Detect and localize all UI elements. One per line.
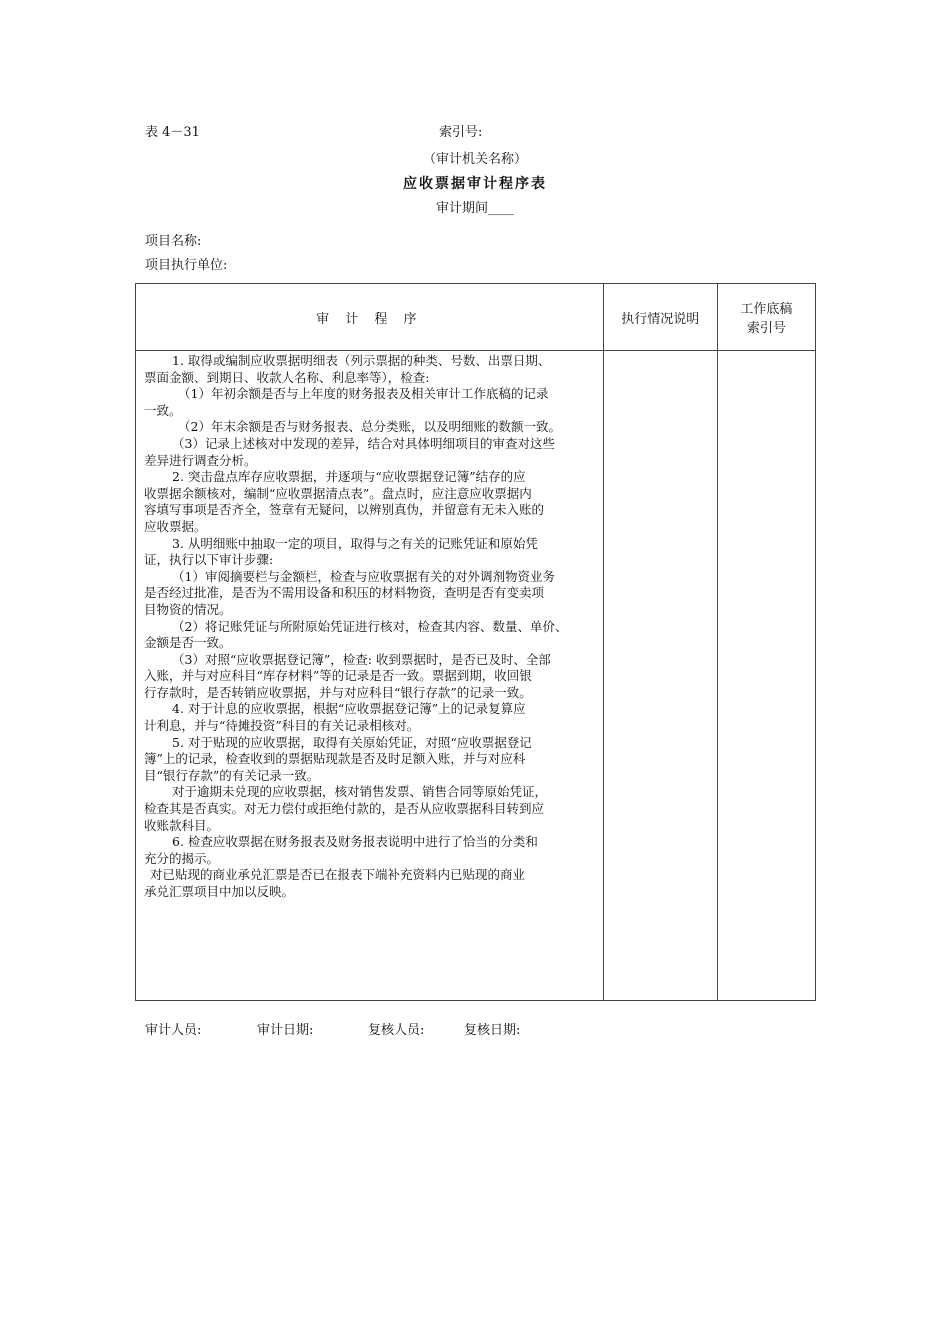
table-number: 表 4－31: [145, 125, 200, 140]
header-procedure: 审 计 程 序: [136, 284, 604, 351]
procedure-line: 证，执行以下审计步骤:: [144, 552, 274, 568]
procedure-line: 3. 从明细账中抽取一定的项目，取得与之有关的记账凭证和原始凭: [172, 535, 538, 551]
procedure-line: 4. 对于计息的应收票据，根据“应收票据登记簿”上的记录复算应: [172, 701, 526, 717]
procedure-line: 1. 取得或编制应收票据明细表（列示票据的种类、号数、出票日期、: [172, 353, 551, 368]
procedure-line: 收票据余额核对，编制“应收票据清点表”。盘点时，应注意应收票据内: [144, 485, 532, 501]
procedure-line: 收账款科目。: [144, 817, 220, 833]
audit-period: 审计期间____: [435, 201, 514, 216]
procedure-line: 承兑汇票项目中加以反映。: [144, 884, 295, 899]
procedure-line: 2. 突击盘点库存应收票据，并逐项与“应收票据登记簿”结存的应: [172, 469, 526, 485]
table-header-row: [136, 284, 816, 351]
procedure-line: （2）将记账凭证与所附原始凭证进行核对，检查其内容、数量、单价、: [172, 618, 568, 634]
procedure-line: 行存款时，是否转销应收票据，并与对应科目“银行存款”的记录一致。: [144, 684, 532, 700]
procedure-line: 目物资的情况。: [144, 601, 232, 617]
audit-date-label: 审计日期:: [257, 1023, 314, 1038]
project-name-label: 项目名称:: [145, 234, 202, 249]
index-number-label: 索引号:: [439, 125, 483, 140]
procedure-line: 5. 对于贴现的应收票据，取得有关原始凭证，对照“应收票据登记: [172, 734, 532, 750]
procedure-line: 6. 检查应收票据在财务报表及财务报表说明中进行了恰当的分类和: [172, 834, 538, 850]
procedure-line: （1）审阅摘要栏与金额栏，检查与应收票据有关的对外调剂物资业务: [172, 568, 555, 584]
reviewer-label: 复核人员:: [368, 1023, 425, 1038]
procedure-line: 充分的揭示。: [144, 850, 220, 866]
table-body-row: [136, 351, 816, 1001]
procedure-line: 对已贴现的商业承兑汇票是否已在报表下端补充资料内已贴现的商业: [150, 867, 526, 883]
procedure-line: 票面金额、到期日、收款人名称、利息率等），检查:: [144, 369, 430, 385]
project-unit-label: 项目执行单位:: [145, 258, 228, 273]
audit-procedure-table: [135, 283, 816, 1001]
workpaper-index-cell[interactable]: [717, 351, 815, 1001]
page-title: 应收票据审计程序表: [403, 176, 547, 192]
header-workpaper-index: 工作底稿 索引号: [717, 284, 815, 351]
header-execution: 执行情况说明: [603, 284, 717, 351]
execution-cell[interactable]: [603, 351, 717, 1001]
review-date-label: 复核日期:: [464, 1023, 521, 1038]
procedure-line: （1）年初余额是否与上年度的财务报表及相关审计工作底稿的记录: [178, 386, 549, 402]
procedure-line: 是否经过批准，是否为不需用设备和积压的材料物资，查明是否有变卖项: [144, 585, 545, 601]
procedure-line: 目“银行存款”的有关记录一致。: [144, 767, 320, 783]
procedure-line: （3）对照“应收票据登记簿”，检查: 收到票据时，是否已及时、全部: [172, 651, 551, 667]
procedure-line: 金额是否一致。: [144, 635, 232, 651]
procedure-line: （3）记录上述核对中发现的差异，结合对具体明细项目的审查对这些: [172, 435, 555, 451]
procedure-line: （2）年末余额是否与财务报表、总分类账，以及明细账的数额一致。: [178, 419, 561, 435]
procedure-line: 差异进行调查分析。: [144, 452, 257, 468]
procedure-line: 检查其是否真实。对无力偿付或拒绝付款的，是否从应收票据科目转到应: [144, 801, 545, 817]
procedure-line: 簿”上的记录，检查收到的票据贴现款是否及时足额入账，并与对应科: [144, 751, 526, 767]
procedure-line: 容填写事项是否齐全，签章有无疑问，以辨别真伪，并留意有无未入账的: [144, 502, 545, 518]
audit-org-name: （审计机关名称）: [422, 152, 527, 167]
procedure-line: 一致。: [144, 402, 182, 418]
auditor-label: 审计人员:: [145, 1023, 202, 1038]
procedure-line: 入账，并与对应科目“库存材料”等的记录是否一致。票据到期，收回银: [144, 668, 532, 684]
procedure-line: 应收票据。: [144, 518, 207, 534]
procedure-content: [136, 351, 604, 1001]
procedure-line: 计利息，并与“待摊投资”科目的有关记录相核对。: [144, 718, 420, 734]
procedure-line: 对于逾期未兑现的应收票据，核对销售发票、销售合同等原始凭证，: [172, 784, 548, 800]
